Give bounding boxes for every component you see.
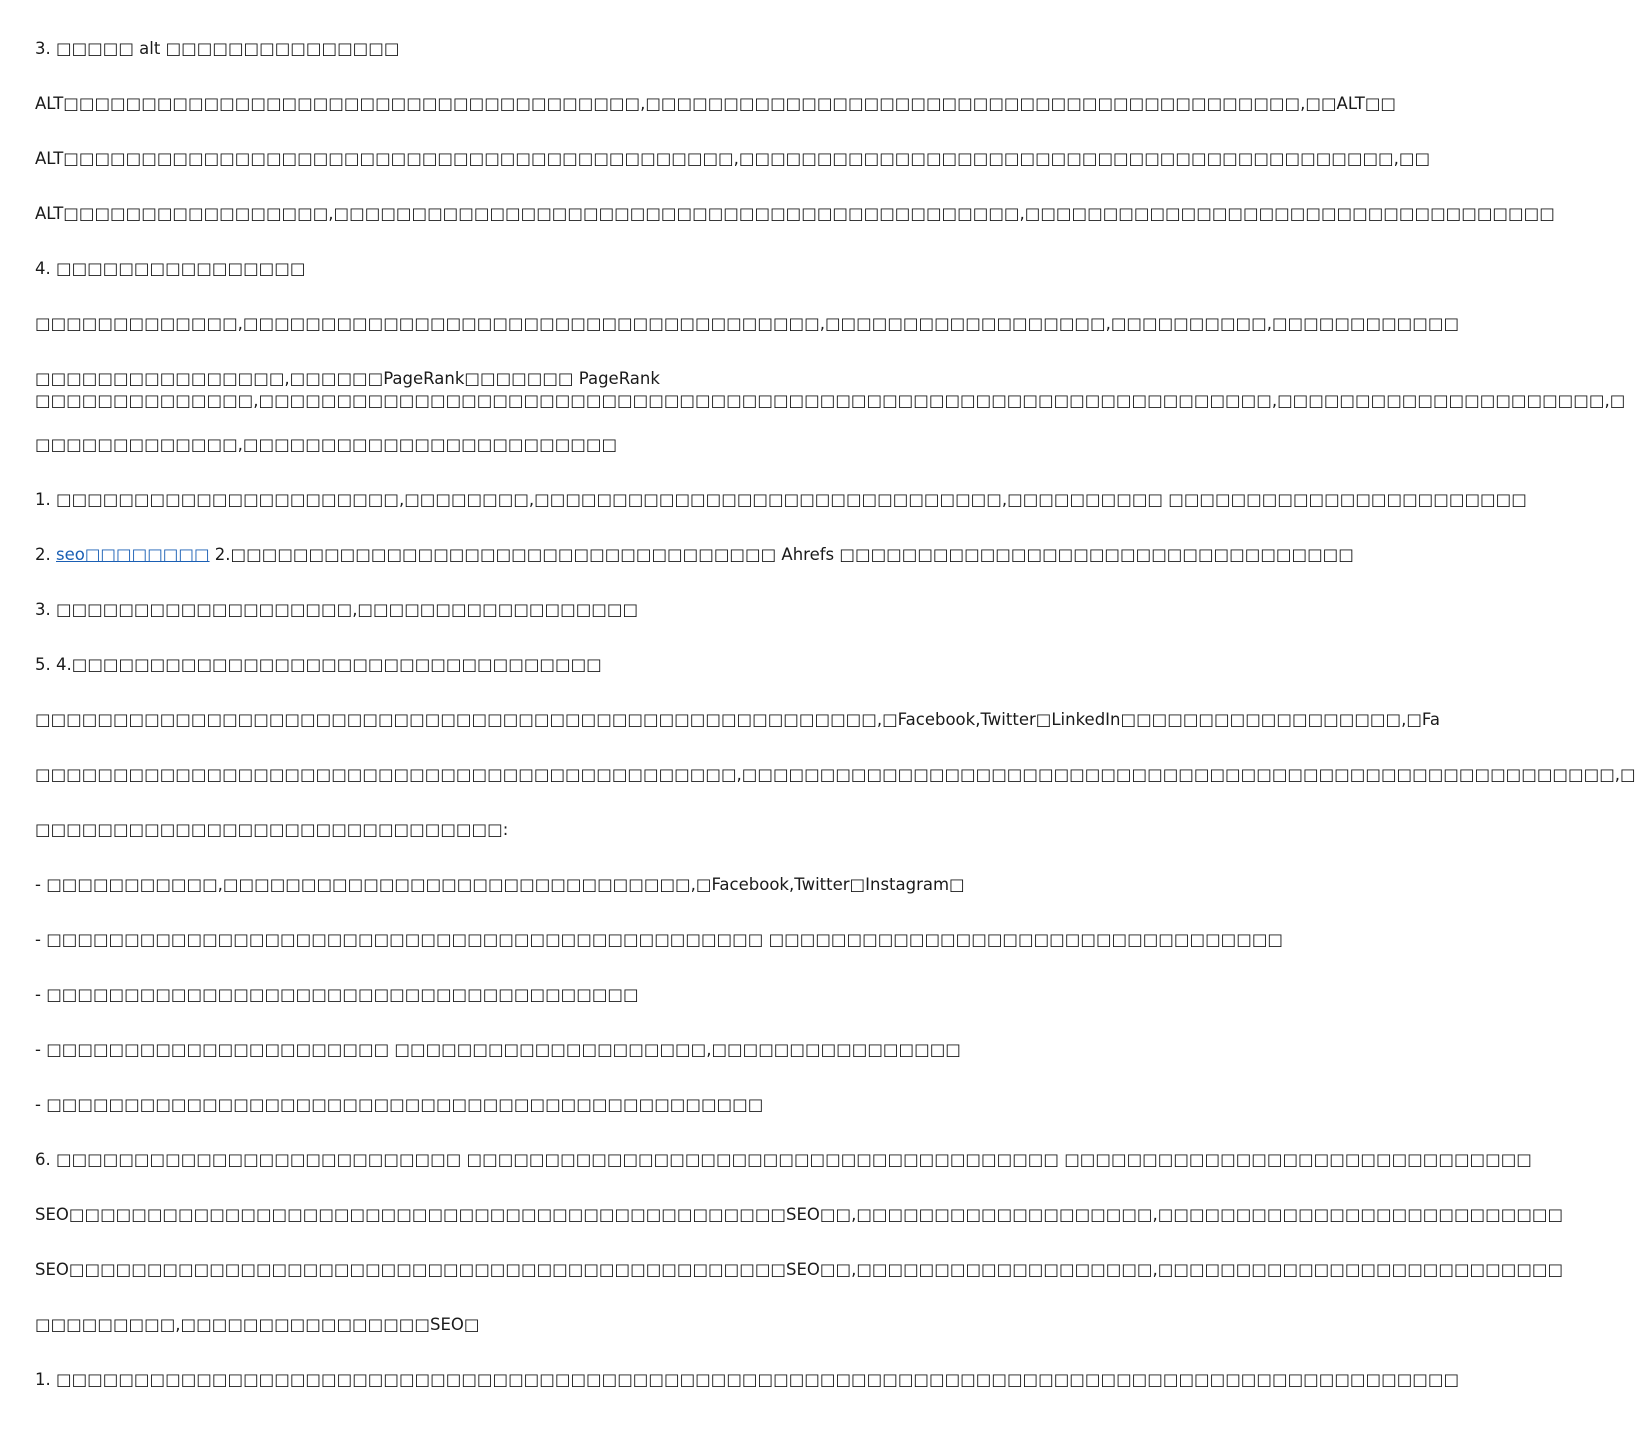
paragraph-line: □□□□□□□□□□□□□□□□,□□□□□□PageRank□□□□□□□ PageRank	[35, 369, 660, 388]
paragraph: □□□□□□□□□□□□□,□□□□□□□□□□□□□□□□□□□□□□□□	[35, 435, 618, 454]
seo-link[interactable]: seo□□□□□□□□	[56, 545, 210, 564]
paragraph: □□□□□□□□□□□□□□□□□□□□□□□□□□□□□□□□□□□□□□□□□□□□□,□□□□□□□□□□□□□□□□□□□□□□□□□□□□□□□□□□□□□□□□□□□□□□□□□□□□□□□□,□	[35, 765, 1636, 784]
bullet-item: - □□□□□□□□□□□□□□□□□□□□□□□□□□□□□□□□□□□□□□□□□□□□□□	[35, 1095, 764, 1114]
list-item: 1. □□□□□□□□□□□□□□□□□□□□□□□□□□□□□□□□□□□□□□□□□□□□□□□□□□□□□□□□□□□□□□□□□□□□□□□□□□□□□□□□□□□□□□□□□□	[35, 1370, 1460, 1389]
bullet-item: - □□□□□□□□□□□□□□□□□□□□□□□□□□□□□□□□□□□□□□□□□□□□□□ □□□□□□□□□□□□□□□□□□□□□□□□□□□□□□□□□	[35, 930, 1284, 949]
paragraph: SEO□□□□□□□□□□□□□□□□□□□□□□□□□□□□□□□□□□□□□□□□□□□□□□SEO□□,□□□□□□□□□□□□□□□□□□□,□□□□□□□□□□□□□□□□□□□□□□□□□□	[35, 1205, 1564, 1224]
section-heading: 5. 4.□□□□□□□□□□□□□□□□□□□□□□□□□□□□□□□□□□	[35, 655, 602, 674]
paragraph: □□□□□□□□□□□□□□□□□□□□□□□□□□□□□□:	[35, 820, 509, 839]
bullet-item: - □□□□□□□□□□□□□□□□□□□□□□ □□□□□□□□□□□□□□□□□□□□,□□□□□□□□□□□□□□□□	[35, 1040, 961, 1059]
paragraph-pagerank	[35, 368, 1626, 412]
bullet-item: - □□□□□□□□□□□□□□□□□□□□□□□□□□□□□□□□□□□□□□	[35, 985, 639, 1004]
paragraph: □□□□□□□□□□□□□□□□□□□□□□□□□□□□□□□□□□□□□□□□□□□□□□□□□□□□□□,□Facebook,Twitter□LinkedIn□□□□□□□□□□□□□□□□□□,□Fa	[35, 710, 1441, 729]
paragraph: ALT□□□□□□□□□□□□□□□□□□□□□□□□□□□□□□□□□□□□□□□□□□□,□□□□□□□□□□□□□□□□□□□□□□□□□□□□□□□□□□□□□□□□□□,□□	[35, 149, 1431, 168]
paragraph: □□□□□□□□□,□□□□□□□□□□□□□□□□SEO□	[35, 1315, 480, 1334]
paragraph-line: □□□□□□□□□□□□□□,□□□□□□□□□□□□□□□□□□□□□□□□□□□□□□□□□□□□□□□□□□□□□□□□□□□□□□□□□□□□□□□□□,□□□□□□□□□□□□□□□□□□□□□,□	[35, 391, 1626, 410]
paragraph: ALT□□□□□□□□□□□□□□□□□,□□□□□□□□□□□□□□□□□□□□□□□□□□□□□□□□□□□□□□□□□□□□,□□□□□□□□□□□□□□□□□□□□□□□□□□□□□□□□□□	[35, 204, 1555, 223]
section-heading: 4. □□□□□□□□□□□□□□□□	[35, 259, 306, 278]
paragraph: □□□□□□□□□□□□□,□□□□□□□□□□□□□□□□□□□□□□□□□□□□□□□□□□□□□,□□□□□□□□□□□□□□□□□□,□□□□□□□□□□,□□□□□□□□□□□□	[35, 314, 1460, 333]
list-item-with-link: 2. seo□□□□□□□□ 2.□□□□□□□□□□□□□□□□□□□□□□□□□□□□□□□□□□□ Ahrefs □□□□□□□□□□□□□□□□□□□□□□□□□□□□□□□□□	[35, 545, 1354, 564]
section-heading-alt: 3. □□□□□ alt □□□□□□□□□□□□□□□	[35, 39, 400, 58]
paragraph: ALT□□□□□□□□□□□□□□□□□□□□□□□□□□□□□□□□□□□□□,□□□□□□□□□□□□□□□□□□□□□□□□□□□□□□□□□□□□□□□□□□,□□ALT□□	[35, 94, 1397, 113]
list-item: 1. □□□□□□□□□□□□□□□□□□□□□□,□□□□□□□□,□□□□□□□□□□□□□□□□□□□□□□□□□□□□□□,□□□□□□□□□□ □□□□□□□□□□□□□□□□□□□□□□□	[35, 490, 1527, 509]
list-item: 3. □□□□□□□□□□□□□□□□□□□,□□□□□□□□□□□□□□□□□□	[35, 600, 639, 619]
bullet-item: - □□□□□□□□□□□,□□□□□□□□□□□□□□□□□□□□□□□□□□□□□□,□Facebook,Twitter□Instagram□	[35, 875, 965, 894]
paragraph: SEO□□□□□□□□□□□□□□□□□□□□□□□□□□□□□□□□□□□□□□□□□□□□□□SEO□□,□□□□□□□□□□□□□□□□□□□,□□□□□□□□□□□□□□□□□□□□□□□□□□	[35, 1260, 1564, 1279]
document-page	[35, 38, 1636, 1438]
section-heading: 6. □□□□□□□□□□□□□□□□□□□□□□□□□□ □□□□□□□□□□□□□□□□□□□□□□□□□□□□□□□□□□□□□□ □□□□□□□□□□□□□□□□□□□□□□□□□□□□□□	[35, 1150, 1532, 1169]
